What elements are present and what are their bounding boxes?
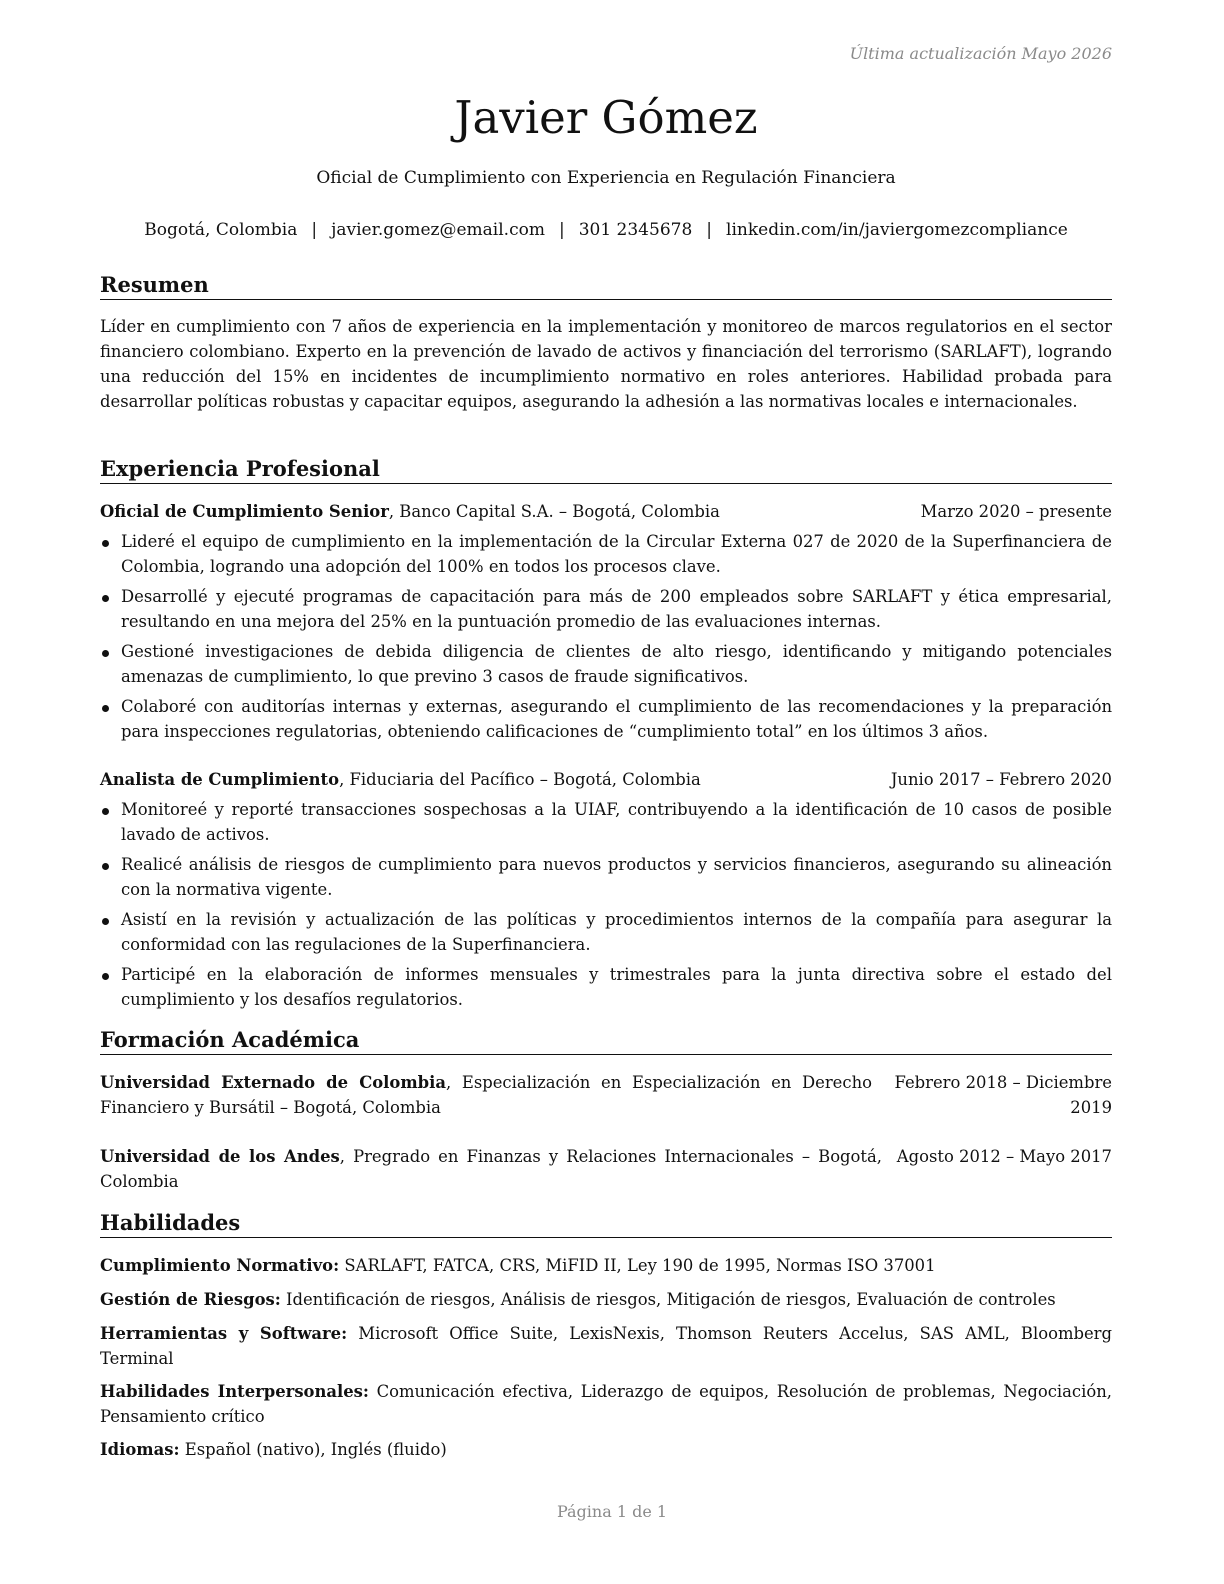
bullet-icon — [102, 540, 109, 547]
candidate-name: Javier Gómez — [454, 91, 758, 144]
list-item: Asistí en la revisión y actualización de las políticas y procedimientos internos de la compañía para asegurar la conformidad con las regulaciones de la Superfinanciera. — [100, 907, 1112, 957]
contact-separator: | — [706, 220, 713, 240]
section-title-summary: Resumen — [100, 272, 1112, 300]
education-dates: Febrero 2018 – Diciembre 2019 — [894, 1073, 1112, 1117]
education-item — [100, 1070, 1112, 1120]
contact-phone: 301 2345678 — [578, 220, 693, 240]
contact-email[interactable]: javier.gomez@email.com — [331, 220, 545, 240]
bullet-icon — [102, 705, 109, 712]
list-item: Monitoreé y reporté transacciones sospechosas a la UIAF, contribuyendo a la identificación de 10 casos de posible lavado de activos. — [100, 797, 1112, 847]
job-org: , Fiduciaria del Pacífico – Bogotá, Colombia — [339, 770, 701, 789]
bullet-icon — [102, 595, 109, 602]
job-dates: Marzo 2020 – presente — [920, 502, 1112, 521]
list-item: Gestioné investigaciones de debida diligencia de clientes de alto riesgo, identificando y mitigando potenciales amenazas de cumplimiento, lo que previno 3 casos de fraude significativos. — [100, 639, 1112, 689]
list-item: Desarrollé y ejecuté programas de capacitación para más de 200 empleados sobre SARLAFT y ética empresarial, resultando en una mejora del 25% en la puntuación promedio de las evaluaciones internas. — [100, 584, 1112, 634]
bullet-icon — [102, 918, 109, 925]
job-bullets — [100, 797, 1112, 1017]
bullet-icon — [102, 863, 109, 870]
section-title-education: Formación Académica — [100, 1027, 1112, 1055]
skill-row: Idiomas: Español (nativo), Inglés (fluido) — [100, 1440, 447, 1459]
job-dates: Junio 2017 – Febrero 2020 — [890, 770, 1112, 789]
bullet-icon — [102, 808, 109, 815]
job-role: Oficial de Cumplimiento Senior — [100, 502, 389, 521]
skill-row: Cumplimiento Normativo: SARLAFT, FATCA, CRS, MiFID II, Ley 190 de 1995, Normas ISO 37001 — [100, 1256, 936, 1275]
job-bullets — [100, 529, 1112, 749]
education-degree: Universidad de los Andes, Pregrado en Finanzas y Relaciones Internacionales – Bogotá, Colombia — [100, 1147, 882, 1191]
education-school: Universidad de los Andes — [100, 1147, 340, 1166]
job-role: Analista de Cumplimiento — [100, 770, 340, 789]
job-header — [100, 499, 1112, 524]
candidate-tagline: Oficial de Cumplimiento con Experiencia en Regulación Financiera — [316, 168, 896, 188]
list-item: Participé en la elaboración de informes mensuales y trimestrales para la junta directiva sobre el estado del cumplimiento y los desafíos regulatorios. — [100, 962, 1112, 1012]
job-org: , Banco Capital S.A. – Bogotá, Colombia — [388, 502, 720, 521]
education-item — [100, 1144, 1112, 1194]
contact-separator: | — [311, 220, 318, 240]
section-title-skills: Habilidades — [100, 1210, 1112, 1238]
contact-linkedin[interactable]: linkedin.com/in/javiergomezcompliance — [726, 220, 1068, 240]
skill-row: Habilidades Interpersonales: Comunicación efectiva, Liderazgo de equipos, Resolución de problemas, Negociación, Pensamiento crítico — [100, 1382, 1112, 1426]
page-number: Página 1 de 1 — [556, 1502, 668, 1521]
skill-row: Gestión de Riesgos: Identificación de riesgos, Análisis de riesgos, Mitigación de riesgos, Evaluación de controles — [100, 1290, 1056, 1309]
bullet-icon — [102, 650, 109, 657]
education-degree: Universidad Externado de Colombia, Especialización en Especialización en Derecho Financiero y Bursátil – Bogotá, Colombia — [100, 1073, 872, 1117]
list-item: Realicé análisis de riesgos de cumplimiento para nuevos productos y servicios financieros, asegurando su alineación con la normativa vigente. — [100, 852, 1112, 902]
skill-row: Herramientas y Software: Microsoft Office Suite, LexisNexis, Thomson Reuters Accelus, SAS AML, Bloomberg Terminal — [100, 1324, 1113, 1368]
contact-location: Bogotá, Colombia — [144, 220, 298, 240]
last-updated: Última actualización Mayo 2026 — [849, 44, 1112, 63]
summary-text: Líder en cumplimiento con 7 años de experiencia en la implementación y monitoreo de marcos regulatorios en el sector financiero colombiano. Experto en la prevención de lavado de activos y financiación del terrorismo (SARLAFT), logrando una reducción del 15% en incidentes de incumplimiento normativo en roles anteriores. Habilidad probada para desarrollar políticas robustas y capacitar equipos, asegurando la adhesión a las normativas locales e internacionales. — [100, 317, 1112, 411]
education-dates: Agosto 2012 – Mayo 2017 — [896, 1147, 1112, 1166]
job-header — [100, 767, 1112, 792]
bullet-icon — [102, 973, 109, 980]
list-item: Colaboré con auditorías internas y externas, asegurando el cumplimiento de las recomendaciones y la preparación para inspecciones regulatorias, obteniendo calificaciones de “cumplimiento total” en los últimos 3 años. — [100, 694, 1112, 744]
list-item: Lideré el equipo de cumplimiento en la implementación de la Circular Externa 027 de 2020 de la Superfinanciera de Colombia, logrando una adopción del 100% en todos los procesos clave. — [100, 529, 1112, 579]
contact-line — [100, 220, 1112, 240]
section-title-experience: Experiencia Profesional — [100, 456, 1112, 484]
contact-separator: | — [558, 220, 565, 240]
education-school: Universidad Externado de Colombia — [100, 1073, 446, 1092]
